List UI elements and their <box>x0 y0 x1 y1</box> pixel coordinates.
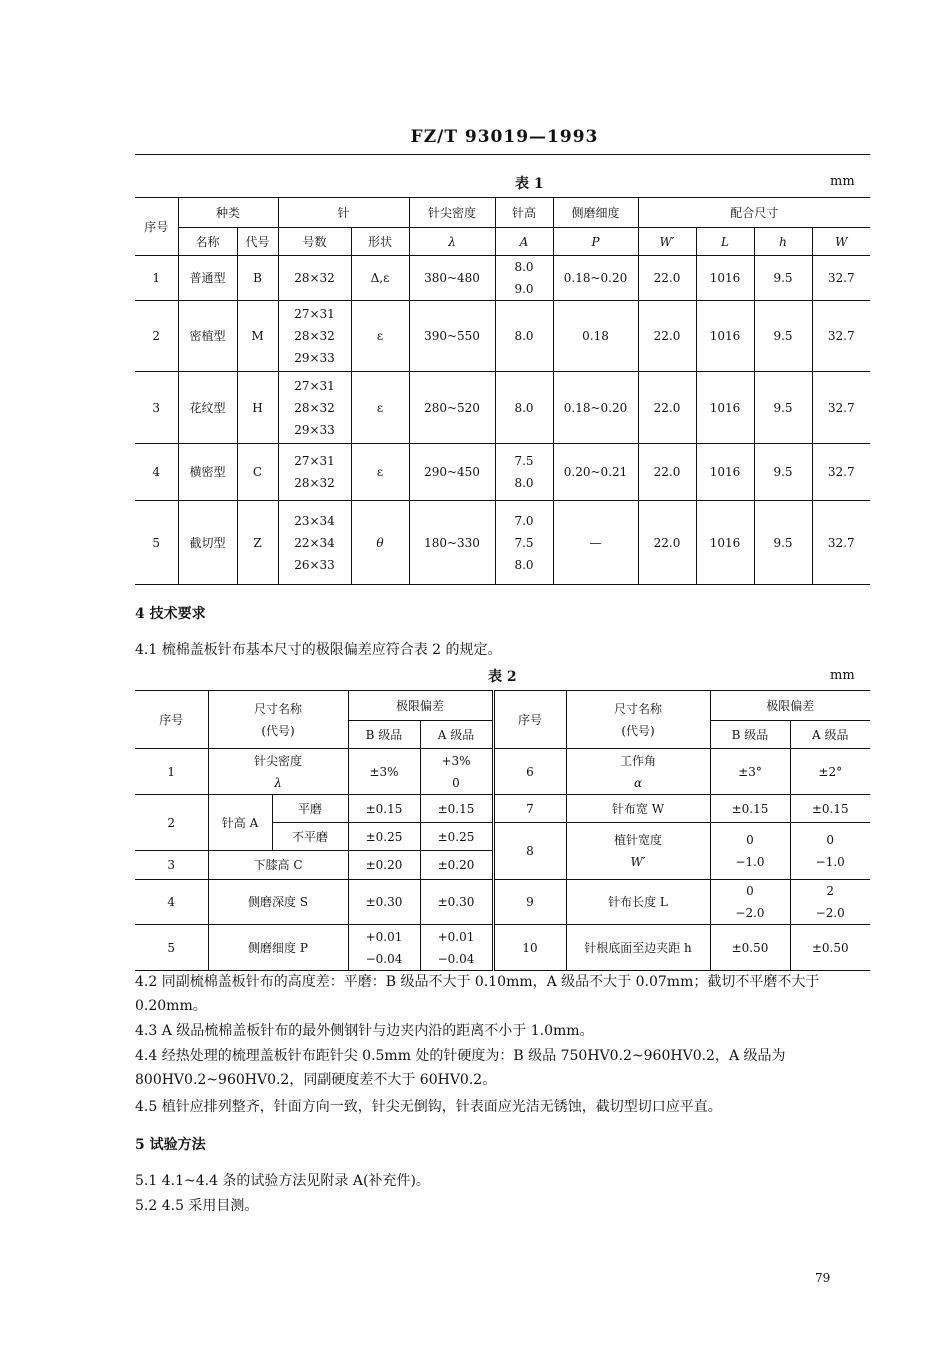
cell-P: — <box>553 501 638 585</box>
cell-h: 9.5 <box>754 372 812 444</box>
cell-Wp: 22.0 <box>638 372 696 444</box>
cell-W: 32.7 <box>812 301 870 372</box>
cell-b: ±3% <box>348 749 420 795</box>
table1-unit: mm <box>830 174 855 189</box>
cell-P: 0.20~0.21 <box>553 444 638 501</box>
cell-L: 1016 <box>696 444 754 501</box>
number-line: 29×33 <box>294 351 335 365</box>
cell-b: ±0.15 <box>348 795 420 823</box>
table-row <box>135 444 870 501</box>
t2-h-b-right: B 级品 <box>710 721 790 749</box>
t2-h-size-left <box>208 691 348 749</box>
t1-h-kind: 种类 <box>178 198 278 228</box>
t2-h-limit-right: 极限偏差 <box>710 691 870 721</box>
header-rule <box>135 154 870 155</box>
cell-L: 1016 <box>696 301 754 372</box>
cell-density: 280~520 <box>409 372 495 444</box>
paragraph-4-2: 4.2 同副梳棉盖板针布的高度差：平磨：B 级品不大于 0.10mm，A 级品不大于 0.07mm；截切不平磨不大于 0.20mm。 <box>135 974 820 1014</box>
cell-a <box>420 749 493 795</box>
value-line: 0 <box>826 833 835 847</box>
cell-height <box>495 444 553 501</box>
t2-h-size-right <box>566 691 710 749</box>
number-line: 27×31 <box>294 378 335 393</box>
value-line: −2.0 <box>815 906 845 920</box>
cell-height <box>495 372 553 444</box>
t1-h-number: 号数 <box>278 228 351 256</box>
paragraph-4-3: 4.3 A 级品梳棉盖板针布的最外侧钢针与边夹内沿的距离不小于 1.0mm。 <box>135 1023 594 1039</box>
number-line: 28×32 <box>294 271 335 285</box>
t1-h-needle: 针 <box>278 198 409 228</box>
cell-size-name <box>566 823 710 880</box>
cell-code: B <box>237 256 278 301</box>
name-line: 针尖密度 <box>253 753 302 768</box>
value-line: +0.01 <box>437 929 475 944</box>
cell-L: 1016 <box>696 256 754 301</box>
paragraph-5-1: 5.1 4.1~4.4 条的试验方法见附录 A(补充件)。 <box>135 1173 430 1189</box>
table1 <box>135 197 870 585</box>
cell-code: C <box>237 444 278 501</box>
table2-unit: mm <box>830 668 855 683</box>
cell-sub: 平磨 <box>272 795 348 823</box>
table-row <box>135 795 870 823</box>
height-line: 8.0 <box>514 329 534 343</box>
value-line: 2 <box>826 884 835 898</box>
t1-h-side-fineness: 侧磨细度 <box>553 198 638 228</box>
cell-group: 针高 A <box>208 795 272 851</box>
height-line: 9.0 <box>514 282 534 296</box>
cell-b: ±0.30 <box>348 880 420 925</box>
size-name-label: 尺寸名称 <box>613 701 662 716</box>
cell-P: 0.18~0.20 <box>553 372 638 444</box>
cell-Wp: 22.0 <box>638 444 696 501</box>
cell-a <box>420 925 493 971</box>
cell-b: ±0.50 <box>710 925 790 971</box>
table-row <box>135 301 870 372</box>
cell-a: ±0.25 <box>420 823 493 851</box>
cell-Wp: 22.0 <box>638 501 696 585</box>
cell-size-name: 针布宽 W <box>566 795 710 823</box>
cell-size-name: 侧磨深度 S <box>208 880 348 925</box>
code-label: (代号) <box>621 723 655 738</box>
cell-b: ±3° <box>710 749 790 795</box>
cell-seq: 1 <box>135 256 178 301</box>
t2-h-a-left: A 级品 <box>420 721 493 749</box>
table2 <box>135 690 870 971</box>
cell-size-name: 针布长度 L <box>566 880 710 925</box>
cell-b <box>710 880 790 925</box>
cell-size-name: 侧磨细度 P <box>208 925 348 971</box>
cell-seq: 8 <box>493 823 566 880</box>
cell-a: ±0.30 <box>420 880 493 925</box>
cell-P: 0.18 <box>553 301 638 372</box>
t1-h-seq: 序号 <box>135 198 178 256</box>
cell-sub: 不平磨 <box>272 823 348 851</box>
t2-h-seq-left: 序号 <box>135 691 208 749</box>
paragraph-4-5: 4.5 植针应排列整齐，针面方向一致，针尖无倒钩，针表面应光洁无锈蚀，截切型切口应平直。 <box>135 1099 722 1115</box>
cell-h: 9.5 <box>754 444 812 501</box>
cell-name: 花纹型 <box>178 372 237 444</box>
table1-caption: 表 1 <box>515 176 544 192</box>
paragraph-4-1: 4.1 梳棉盖板针布基本尺寸的极限偏差应符合表 2 的规定。 <box>135 642 502 658</box>
t1-h-A: A <box>495 228 553 256</box>
cell-seq: 9 <box>493 880 566 925</box>
cell-h: 9.5 <box>754 256 812 301</box>
t1-h-Wp: W′ <box>638 228 696 256</box>
number-line: 27×31 <box>294 454 335 468</box>
cell-seq: 4 <box>135 880 208 925</box>
cell-seq: 1 <box>135 749 208 795</box>
cell-code: M <box>237 301 278 372</box>
cell-number <box>278 301 351 372</box>
cell-seq: 3 <box>135 372 178 444</box>
t2-h-b-left: B 级品 <box>348 721 420 749</box>
number-line: 23×34 <box>294 513 335 528</box>
cell-size-name: 针根底面至边夹距 h <box>566 925 710 971</box>
t1-h-lambda: λ <box>409 228 495 256</box>
name-line: 植针宽度 <box>613 833 662 847</box>
cell-L: 1016 <box>696 372 754 444</box>
symbol-line: α <box>633 775 643 790</box>
table-row <box>135 925 870 971</box>
cell-code: Z <box>237 501 278 585</box>
t1-h-fit-size: 配合尺寸 <box>638 198 870 228</box>
cell-shape: Δ,ε <box>351 256 409 301</box>
cell-number <box>278 444 351 501</box>
value-line: +3% <box>441 753 471 768</box>
cell-seq: 10 <box>493 925 566 971</box>
height-line: 7.5 <box>514 454 534 468</box>
t1-h-h: h <box>754 228 812 256</box>
section4-title: 4 技术要求 <box>135 606 206 622</box>
table-row <box>135 256 870 301</box>
cell-name: 普通型 <box>178 256 237 301</box>
cell-seq: 5 <box>135 501 178 585</box>
t1-h-name: 名称 <box>178 228 237 256</box>
t1-h-L: L <box>696 228 754 256</box>
height-line: 7.0 <box>514 513 534 528</box>
cell-b: ±0.20 <box>348 851 420 880</box>
t2-h-a-right: A 级品 <box>790 721 870 749</box>
t1-h-code: 代号 <box>237 228 278 256</box>
cell-seq: 4 <box>135 444 178 501</box>
cell-height <box>495 256 553 301</box>
cell-b: ±0.25 <box>348 823 420 851</box>
page-number: 79 <box>815 1271 831 1285</box>
cell-b <box>710 823 790 880</box>
cell-seq: 2 <box>135 795 208 851</box>
cell-seq: 2 <box>135 301 178 372</box>
cell-W: 32.7 <box>812 501 870 585</box>
cell-name: 横密型 <box>178 444 237 501</box>
table-row <box>135 501 870 585</box>
cell-h: 9.5 <box>754 301 812 372</box>
cell-seq: 6 <box>493 749 566 795</box>
table-row <box>135 749 870 795</box>
cell-seq: 3 <box>135 851 208 880</box>
table-row <box>135 880 870 925</box>
cell-a: ±0.20 <box>420 851 493 880</box>
value-line: +0.01 <box>365 929 403 944</box>
cell-density: 380~480 <box>409 256 495 301</box>
cell-W: 32.7 <box>812 256 870 301</box>
cell-height <box>495 501 553 585</box>
name-line: 工作角 <box>619 753 656 768</box>
cell-a: ±0.15 <box>420 795 493 823</box>
height-line: 8.0 <box>514 260 534 274</box>
cell-Wp: 22.0 <box>638 256 696 301</box>
t1-h-W: W <box>812 228 870 256</box>
cell-name: 密植型 <box>178 301 237 372</box>
cell-shape: θ <box>351 501 409 585</box>
cell-a: ±2° <box>790 749 870 795</box>
t1-h-density: 针尖密度 <box>409 198 495 228</box>
size-name-label: 尺寸名称 <box>253 701 302 716</box>
height-line: 8.0 <box>514 400 534 415</box>
number-line: 29×33 <box>294 422 335 437</box>
cell-seq: 5 <box>135 925 208 971</box>
table2-caption: 表 2 <box>488 669 517 685</box>
cell-L: 1016 <box>696 501 754 585</box>
value-line: −1.0 <box>735 855 765 869</box>
value-line: −0.04 <box>437 951 475 966</box>
value-line: −1.0 <box>815 855 845 869</box>
symbol-line: λ <box>274 775 282 790</box>
number-line: 28×32 <box>294 329 335 343</box>
cell-shape: ε <box>351 372 409 444</box>
cell-W: 32.7 <box>812 444 870 501</box>
number-line: 28×32 <box>294 400 335 415</box>
cell-shape: ε <box>351 301 409 372</box>
cell-a: ±0.50 <box>790 925 870 971</box>
value-line: −2.0 <box>735 906 765 920</box>
cell-b <box>348 925 420 971</box>
height-line: 8.0 <box>514 557 534 572</box>
t1-h-shape: 形状 <box>351 228 409 256</box>
height-line: 7.5 <box>514 535 534 550</box>
value-line: 0 <box>746 884 754 898</box>
section5-title: 5 试验方法 <box>135 1137 206 1153</box>
paragraph-5-2: 5.2 4.5 采用目测。 <box>135 1198 259 1214</box>
cell-density: 290~450 <box>409 444 495 501</box>
cell-Wp: 22.0 <box>638 301 696 372</box>
cell-name: 截切型 <box>178 501 237 585</box>
cell-number <box>278 372 351 444</box>
height-line: 8.0 <box>514 476 534 490</box>
symbol-line: W′ <box>630 855 646 869</box>
code-label: (代号) <box>261 723 295 738</box>
t1-h-P: P <box>553 228 638 256</box>
cell-W: 32.7 <box>812 372 870 444</box>
cell-a <box>790 880 870 925</box>
cell-shape: ε <box>351 444 409 501</box>
value-line: 0 <box>452 775 460 790</box>
value-line: −0.04 <box>365 951 403 966</box>
cell-code: H <box>237 372 278 444</box>
number-line: 27×31 <box>294 307 335 321</box>
cell-number <box>278 256 351 301</box>
number-line: 26×33 <box>294 557 335 572</box>
t2-h-seq-right: 序号 <box>493 691 566 749</box>
cell-density: 390~550 <box>409 301 495 372</box>
cell-a <box>790 823 870 880</box>
cell-P: 0.18~0.20 <box>553 256 638 301</box>
cell-size-name <box>566 749 710 795</box>
cell-b: ±0.15 <box>710 795 790 823</box>
standard-code: FZ/T 93019—1993 <box>410 127 599 147</box>
cell-number <box>278 501 351 585</box>
t1-h-height: 针高 <box>495 198 553 228</box>
cell-h: 9.5 <box>754 501 812 585</box>
value-line: 0 <box>746 833 754 847</box>
t2-h-limit-left: 极限偏差 <box>348 691 493 721</box>
cell-size-name: 下膝高 C <box>208 851 348 880</box>
cell-height <box>495 301 553 372</box>
cell-seq: 7 <box>493 795 566 823</box>
number-line: 22×34 <box>294 535 335 550</box>
number-line: 28×32 <box>294 476 335 490</box>
cell-size-name <box>208 749 348 795</box>
paragraph-4-4: 4.4 经热处理的梳理盖板针布距针尖 0.5mm 处的针硬度为：B 级品 750HV0.2~960HV0.2，A 级品为 800HV0.2~960HV0.2，同副硬度差不大于 60HV0.2。 <box>135 1048 786 1088</box>
cell-density: 180~330 <box>409 501 495 585</box>
cell-a: ±0.15 <box>790 795 870 823</box>
table-row <box>135 372 870 444</box>
